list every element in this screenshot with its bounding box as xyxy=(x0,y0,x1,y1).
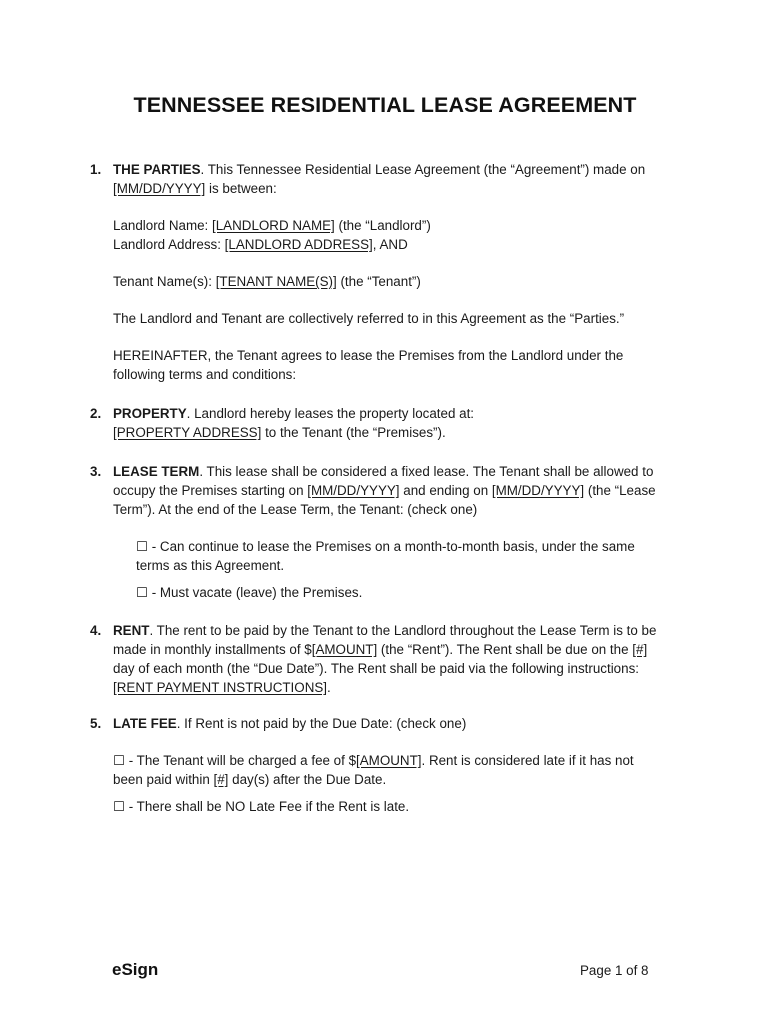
landlord-name-placeholder: [LANDLORD NAME] xyxy=(212,218,335,233)
section-number: 3. xyxy=(90,464,102,479)
lease-start-placeholder: [MM/DD/YYYY] xyxy=(307,483,400,498)
document-title: TENNESSEE RESIDENTIAL LEASE AGREEMENT xyxy=(133,93,637,117)
section-heading: LATE FEE xyxy=(113,716,177,731)
section-number: 2. xyxy=(90,406,102,421)
esign-logo: eSign xyxy=(112,960,159,979)
rent-amount-placeholder: [AMOUNT] xyxy=(311,642,378,657)
payment-instructions-placeholder: [RENT PAYMENT INSTRUCTIONS] xyxy=(113,680,328,695)
tenant-name-placeholder: [TENANT NAME(S)] xyxy=(215,274,337,289)
grace-days-placeholder: [#] xyxy=(213,772,229,787)
late-fee-amount-placeholder: [AMOUNT] xyxy=(356,753,422,768)
property-address-placeholder: [PROPERTY ADDRESS] xyxy=(113,425,262,440)
collective-text: The Landlord and Tenant are collectively referred to in this Agreement as the “Parties.” xyxy=(113,311,625,326)
section-parties: 1. THE PARTIES. This Tennessee Residential Lease Agreement (the “Agreement”) made on [MM/DD/YYYY] is between: Landlord Name: [LANDLORD NAME] (the “Landlord”) Landlord Address: [LANDLORD ADDRESS], AND Tenant Name(s): [TENANT NAME(S)] (the “Tenant”) The Landlord and Tenant are collectively referred to in this Agreement as the “Parties.” HEREINAFTER, the Tenant agrees to lease the Premises from the Landlord under the following terms and conditions: xyxy=(90,160,690,384)
page-number: Page 1 of 8 xyxy=(580,963,649,978)
hereinafter-line-1: HEREINAFTER, the Tenant agrees to lease the Premises from the Landlord under the xyxy=(113,348,624,363)
section-heading: PROPERTY xyxy=(113,406,187,421)
no-late-fee-option[interactable]: ☐ - There shall be NO Late Fee if the Rent is late. xyxy=(113,799,410,814)
section-number: 4. xyxy=(90,623,102,638)
agreement-date-placeholder: [MM/DD/YYYY] xyxy=(113,181,206,196)
due-day-placeholder: [#] xyxy=(632,642,648,657)
hereinafter-line-2: following terms and conditions: xyxy=(113,367,297,382)
late-fee-option: ☐ - The Tenant will be charged a fee of $[AMOUNT]. Rent is considered late if it has not xyxy=(113,753,634,768)
must-vacate-option[interactable]: ☐ - Must vacate (leave) the Premises. xyxy=(136,585,363,600)
section-rent: 4. RENT. The rent to be paid by the Tenant to the Landlord throughout the Lease Term is to be made in monthly installments of $[AMOUNT] (the “Rent”). The Rent shall be due on the [#] day of each month (the “Due Date”). The Rent shall be paid via the following instructions: [RENT PAYMENT INSTRUCTIONS]. xyxy=(90,623,657,695)
section-heading: THE PARTIES xyxy=(113,162,201,177)
section-property: 2. PROPERTY. Landlord hereby leases the property located at: [PROPERTY ADDRESS] to the Tenant (the “Premises”). xyxy=(90,406,475,440)
section-late-fee: 5. LATE FEE. If Rent is not paid by the Due Date: (check one) ☐ - The Tenant will be charged a fee of $[AMOUNT]. Rent is considered late if it has not been paid within [#] day(s) after the Due Date. ☐ - There shall be NO Late Fee if the Rent is late. xyxy=(90,714,690,816)
section-number: 1. xyxy=(90,162,102,177)
landlord-address-placeholder: [LANDLORD ADDRESS] xyxy=(224,237,373,252)
section-heading: RENT xyxy=(113,623,150,638)
lease-end-placeholder: [MM/DD/YYYY] xyxy=(491,483,585,498)
section-heading: LEASE TERM xyxy=(113,464,200,479)
section-lease-term: 3. LEASE TERM. This lease shall be considered a fixed lease. The Tenant shall be allowed to occupy the Premises starting on [MM/DD/YYYY] and ending on [MM/DD/YYYY] (the “Lease Term”). At the end of the Lease Term, the Tenant: (check one) ☐ - Can continue to lease the Premises on a month-to-month basis, under the same terms as this Agreement. ☐ - Must vacate (leave) the Premises. xyxy=(90,462,690,602)
month-to-month-option[interactable]: ☐ - Can continue to lease the Premises on a month-to-month basis, under the same xyxy=(136,539,635,554)
section-number: 5. xyxy=(90,716,102,731)
